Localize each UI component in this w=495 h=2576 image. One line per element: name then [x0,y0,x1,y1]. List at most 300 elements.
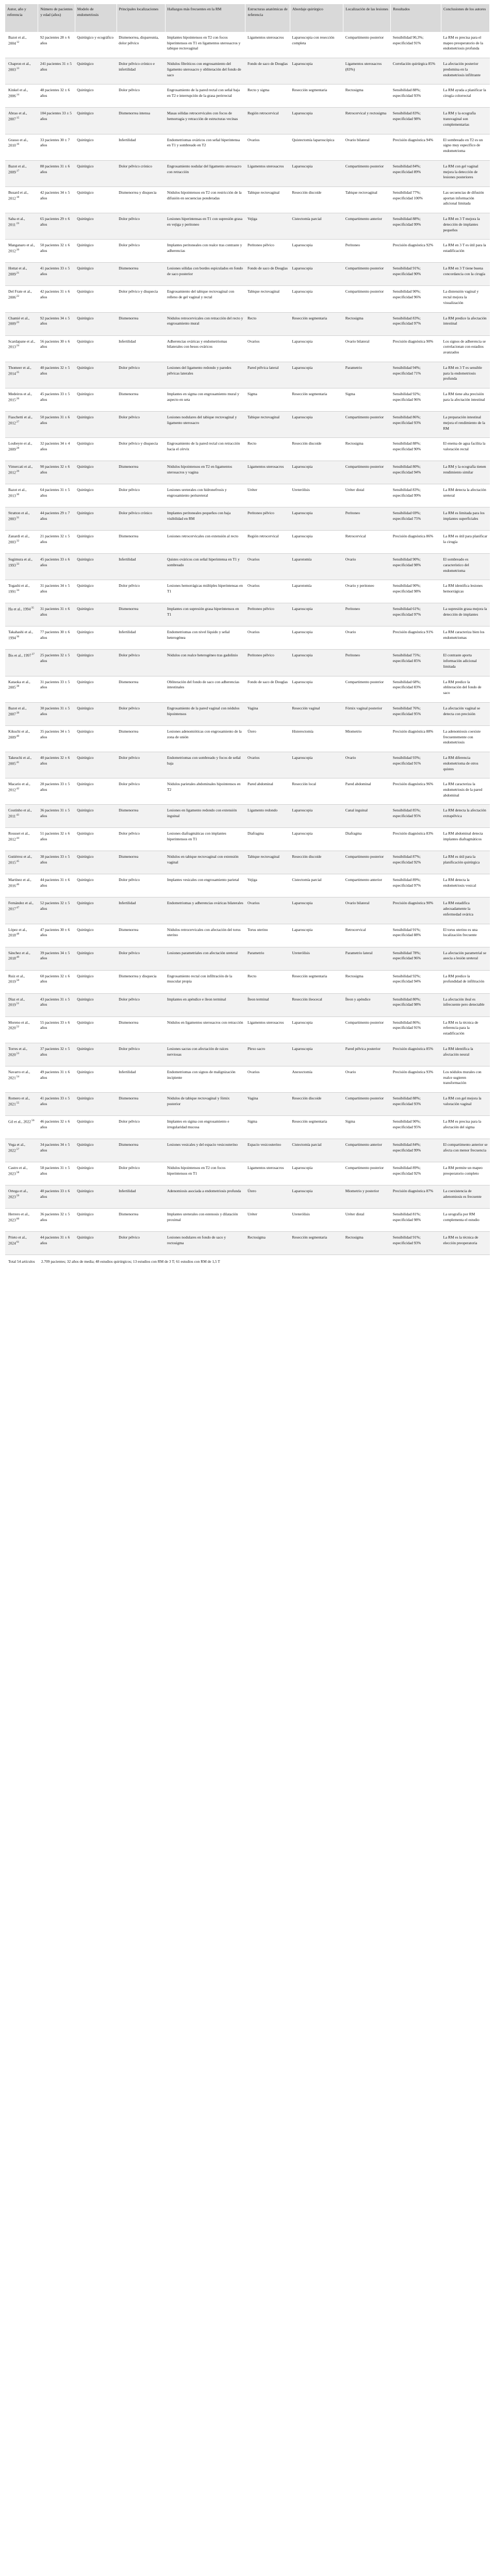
structure-cell: Sigma [245,388,290,412]
findings-cell: Lesiones nodulares en fondo de saco y rectosigma [165,1232,245,1255]
location-cell: Compartimento posterior [343,412,391,438]
model-cell: Quirúrgico [75,84,117,108]
approach-cell: Resección discoide [290,851,343,874]
presentation-cell: Dismenorrea [117,263,165,286]
study-cell [5,874,38,897]
study-author: Gutiérrez et al., 2015 [8,854,32,865]
conclusion-cell: La RM en 3 T es útil para la estadificación [441,240,489,263]
structure-cell: Diafragma [245,828,290,851]
reference-number[interactable]: 44 [16,837,20,840]
study-author: Busard et al., 2012 [8,190,28,201]
table-container [5,4,490,1268]
study-author: Coutinho et al., 2011 [8,808,32,819]
conclusion-cell: La RM detecta la afectación extrapélvica [441,805,489,828]
study-cell [5,412,38,438]
structure-cell: Ovarios [245,580,290,603]
structure-cell: Ovarios [245,897,290,924]
reference-number[interactable]: 56 [31,1119,35,1123]
approach-cell: Laparoscopia [290,507,343,531]
study-author: Vega et al., 2022 [8,1142,25,1153]
model-cell: Quirúrgico [75,160,117,187]
reference-number[interactable]: 42 [16,787,20,790]
patients-cell: 92 pacientes 34 ± 5 años [38,312,75,335]
structure-cell: Ligamentos uterosacros [245,1162,290,1185]
structure-cell: Región retrocervical [245,531,290,554]
findings-cell: Nódulos con realce heterogéneo tras gadolinio [165,650,245,676]
results-cell: Sensibilidad 75%; especificidad 85% [391,650,441,676]
conclusion-cell: La RM detecta la endometriosis vesical [441,874,489,897]
approach-cell: Histerectomía [290,725,343,752]
conclusion-cell: La RM abdominal detecta implantes diafragmáticos [441,828,489,851]
table-row [5,388,490,412]
location-cell: Rectosigma [343,1232,391,1255]
results-cell: Sensibilidad 78%; especificidad 96% [391,947,441,970]
findings-cell: Implantes peritoneales pequeños con baja visibilidad en RM [165,507,245,531]
study-author: Navarro et al., 2021 [8,1069,30,1080]
structure-cell: Ovarios [245,626,290,650]
model-cell: Quirúrgico [75,1232,117,1255]
findings-cell: Lesiones diafragmáticas con implantes hiperintensos en T1 [165,828,245,851]
presentation-cell: Infertilidad [117,554,165,580]
approach-cell: Anexectomía [290,1066,343,1092]
findings-cell: Endometriomas con nivel líquido y señal heterogénea [165,626,245,650]
patients-cell: 92 pacientes 28 ± 6 años [38,32,75,58]
conclusion-cell: La distensión vaginal y rectal mejora la visualización [441,286,489,312]
results-cell: Precisión diagnóstica 87% [391,1185,441,1209]
findings-cell: Lesiones nodulares del tabique rectovaginal y ligamento uterosacro [165,412,245,438]
conclusion-cell: La RM en 3 T es sensible para la endometriosis profunda [441,362,489,388]
study-author: Chamié et al., 2009 [8,315,30,326]
structure-cell: Recto [245,438,290,461]
conclusion-cell: La RM es precisa para el mapeo preoperatorio de la endometriosis profunda [441,32,489,58]
patients-cell: 88 pacientes 31 ± 6 años [38,160,75,187]
findings-cell: Lesiones parametriales con afectación ureteral [165,947,245,970]
reference-number[interactable]: 15 [16,116,20,120]
reference-number[interactable]: 49 [16,956,20,959]
presentation-cell: Dolor pélvico [117,828,165,851]
study-cell [5,1093,38,1116]
findings-cell: Nódulos en ligamentos uterosacros con retracción [165,1016,245,1043]
location-cell: Uréter distal [343,1209,391,1232]
study-author: Gil et al., 2022 [8,1119,31,1124]
column-header: Resultados [391,4,441,32]
conclusion-cell: La adenomiosis coexiste frecuentemente con endometriosis [441,725,489,752]
approach-cell: Laparoscopia [290,412,343,438]
reference-number[interactable]: 21 [16,272,20,275]
location-cell: Compartimento posterior [343,1016,391,1043]
approach-cell: Resección discoide [290,1093,343,1116]
location-cell: Ovario [343,752,391,778]
structure-cell: Íleon terminal [245,993,290,1016]
approach-cell: Laparoscopia [290,752,343,778]
conclusion-cell: La RM es precisa para la afectación del sigma [441,1116,489,1139]
reference-number[interactable]: 48 [16,933,20,936]
model-cell: Quirúrgico [75,108,117,134]
model-cell: Quirúrgico [75,335,117,362]
study-author: Fernández et al., 2017 [8,901,34,911]
conclusion-cell: La RM caracteriza la endometriosis de la pared abdominal [441,778,489,805]
results-cell: Precisión diagnóstica 91% [391,626,441,650]
model-cell: Quirúrgico [75,702,117,725]
reference-number[interactable]: 41 [16,760,20,764]
location-cell: Diafragma [343,828,391,851]
approach-cell: Laparoscopia [290,1162,343,1185]
reference-number[interactable]: 31 [16,516,20,519]
study-author: Kinkel et al., 2006 [8,88,28,98]
column-header: Estructuras anatómicas de referencia [245,4,290,32]
reference-number[interactable]: 18 [16,195,20,199]
approach-cell: Laparoscopia [290,1016,343,1043]
presentation-cell: Dolor pélvico [117,702,165,725]
approach-cell: Resección segmentaria [290,388,343,412]
conclusion-cell: La RM permite un mapeo preoperatorio completo [441,1162,489,1185]
study-cell [5,108,38,134]
patients-cell: 31 pacientes 33 ± 5 años [38,676,75,702]
approach-cell: Laparoscopia [290,160,343,187]
column-header: Número de pacientes y edad (años) [38,4,75,32]
reference-number[interactable]: 50 [16,979,20,982]
reference-number[interactable]: 57 [16,1147,20,1151]
conclusion-cell: La RM tiene alta precisión para la afectación intestinal [441,388,489,412]
reference-number[interactable]: 61 [16,1240,20,1244]
reference-number[interactable]: 19 [16,222,20,225]
reference-number[interactable]: 37 [31,653,35,656]
patients-cell: 60 pacientes 32 ± 6 años [38,970,75,993]
location-cell: Miometrio y posterior [343,1185,391,1209]
findings-cell: Engrosamiento rectal con infiltración de la muscular propia [165,970,245,993]
structure-cell: Parametrio [245,947,290,970]
approach-cell: Resección vaginal [290,702,343,725]
study-author: Hottat et al., 2009 [8,266,27,277]
table-row [5,778,490,805]
presentation-cell: Dismenorrea [117,312,165,335]
location-cell: Compartimento posterior [343,676,391,702]
study-cell [5,160,38,187]
results-cell: Sensibilidad 89%; especificidad 97% [391,874,441,897]
reference-number[interactable]: 34 [16,589,20,592]
approach-cell: Laparotomía [290,554,343,580]
model-cell: Quirúrgico [75,650,117,676]
location-cell: Íleon y apéndice [343,993,391,1016]
model-cell: Quirúrgico [75,134,117,160]
results-cell: Correlación quirúrgica 85% [391,58,441,84]
patients-cell: 64 pacientes 31 ± 5 años [38,484,75,507]
studies-table [5,4,490,1268]
location-cell: Parametrio [343,362,391,388]
patients-cell: 44 pacientes 31 ± 6 años [38,1232,75,1255]
study-author: Sánchez et al., 2018 [8,950,30,961]
reference-number[interactable]: 51 [16,1002,20,1006]
study-cell [5,1043,38,1066]
model-cell: Quirúrgico [75,1116,117,1139]
study-cell [5,312,38,335]
table-row [5,554,490,580]
findings-cell: Implantes vesicales con engrosamiento parietal [165,874,245,897]
model-cell: Quirúrgico [75,626,117,650]
findings-cell: Implantes en sigma con engrosamiento mural y aspecto en seta [165,388,245,412]
presentation-cell: Dolor pélvico [117,1116,165,1139]
model-cell: Quirúrgico [75,752,117,778]
table-row [5,851,490,874]
structure-cell: Ligamentos uterosacros [245,32,290,58]
reference-number[interactable]: 54 [16,1075,20,1078]
column-header: Conclusiones de los autores [441,4,489,32]
column-header: Modelo de endometriosis [75,4,117,32]
conclusion-cell: Los nódulos murales con realce sugieren transformación [441,1066,489,1092]
approach-cell: Laparoscopia [290,626,343,650]
study-cell [5,554,38,580]
model-cell: Quirúrgico [75,993,117,1016]
presentation-cell: Dolor pélvico [117,580,165,603]
patients-cell: 42 pacientes 31 ± 6 años [38,286,75,312]
reference-number[interactable]: 32 [16,539,20,543]
study-author: Loubeyre et al., 2009 [8,441,32,452]
reference-number[interactable]: 45 [16,860,20,863]
patients-cell: 46 pacientes 32 ± 6 años [38,1116,75,1139]
study-cell [5,286,38,312]
study-cell [5,924,38,947]
patients-cell: 43 pacientes 31 ± 5 años [38,993,75,1016]
study-author: Fiaschetti et al., 2012 [8,415,32,426]
reference-number[interactable]: 13 [16,66,20,70]
study-cell [5,388,38,412]
findings-cell: Lesiones del ligamento redondo y paredes pélvicas laterales [165,362,245,388]
findings-cell: Nódulos en tabique rectovaginal con extensión vaginal [165,851,245,874]
findings-cell: Engrosamiento del tabique rectovaginal con relleno de gel vaginal y rectal [165,286,245,312]
structure-cell: Tabique rectovaginal [245,851,290,874]
reference-number[interactable]: 35 [31,606,34,610]
study-cell [5,187,38,213]
study-cell [5,993,38,1016]
results-cell: Sensibilidad 93%; especificidad 91% [391,752,441,778]
column-header: Abordaje quirúrgico [290,4,343,32]
conclusion-cell: La RM es limitada para los implantes superficiales [441,507,489,531]
results-cell: Sensibilidad 61%; especificidad 97% [391,603,441,626]
reference-number[interactable]: 60 [16,1217,20,1221]
presentation-cell: Dismenorrea [117,1139,165,1162]
study-cell [5,603,38,626]
reference-number[interactable]: 39 [16,711,20,715]
reference-number[interactable]: 40 [16,734,20,738]
table-row [5,286,490,312]
model-cell: Quirúrgico [75,240,117,263]
conclusion-cell: La afectación ileal es infrecuente pero detectable [441,993,489,1016]
table-row [5,1232,490,1255]
table-row [5,240,490,263]
location-cell: Compartimento posterior [343,32,391,58]
location-cell: Ovario bilateral [343,134,391,160]
reference-number[interactable]: 14 [16,93,20,97]
table-row [5,947,490,970]
reference-number[interactable]: 55 [16,1101,20,1105]
approach-cell: Resección segmentaria [290,84,343,108]
reference-number[interactable]: 23 [16,321,20,325]
study-cell [5,1139,38,1162]
reference-number[interactable]: 24 [16,344,20,348]
patients-cell: 35 pacientes 34 ± 5 años [38,725,75,752]
approach-cell: Quistectomía laparoscópica [290,134,343,160]
reference-number[interactable]: 26 [16,397,20,400]
reference-number[interactable]: 12 [16,40,20,44]
results-cell: Precisión diagnóstica 85% [391,1043,441,1066]
table-row [5,1066,490,1092]
model-cell: Quirúrgico [75,603,117,626]
presentation-cell: Infertilidad [117,134,165,160]
table-row [5,1162,490,1185]
location-cell: Sigma [343,1116,391,1139]
patients-cell: 44 pacientes 29 ± 7 años [38,507,75,531]
patients-cell: 104 pacientes 33 ± 5 años [38,108,75,134]
findings-cell: Nódulos fibróticos con engrosamiento del ligamento uterosacro y obliteración del fondo de saco [165,58,245,84]
conclusion-cell: La RM es la técnica de referencia para la estadificación [441,1016,489,1043]
conclusion-cell: El torus uterino es una localización frecuente [441,924,489,947]
presentation-cell: Dismenorrea [117,1093,165,1116]
results-cell: Sensibilidad 80%; especificidad 98% [391,993,441,1016]
study-cell [5,240,38,263]
results-cell: Precisión diagnóstica 88% [391,725,441,752]
study-author: Ortega et al., 2023 [8,1189,28,1199]
findings-cell: Nódulos de tabique rectovaginal y fórnix posterior [165,1093,245,1116]
reference-number[interactable]: 17 [16,169,20,173]
table-row [5,362,490,388]
reference-number[interactable]: 59 [16,1194,20,1197]
approach-cell: Laparoscopia [290,676,343,702]
location-cell: Compartimento posterior [343,851,391,874]
presentation-cell: Dolor pélvico crónico [117,507,165,531]
findings-cell: Engrosamiento nodular del ligamento uterosacro con retracción [165,160,245,187]
findings-cell: Implantes peritoneales con realce tras contraste y adherencias [165,240,245,263]
reference-number[interactable]: 20 [16,248,20,252]
patients-cell: 49 pacientes 31 ± 6 años [38,1066,75,1092]
presentation-cell: Dismenorrea y disquecia [117,970,165,993]
location-cell: Peritoneo [343,603,391,626]
study-cell [5,1162,38,1185]
reference-number[interactable]: 29 [16,469,20,473]
reference-number[interactable]: 22 [16,295,20,298]
approach-cell: Laparoscopia [290,108,343,134]
reference-number[interactable]: 47 [16,906,20,910]
reference-number[interactable]: 30 [16,493,20,496]
model-cell: Quirúrgico [75,388,117,412]
reference-number[interactable]: 33 [16,562,20,566]
location-cell: Compartimento anterior [343,1139,391,1162]
study-cell [5,650,38,676]
findings-cell: Lesiones vesicales y del espacio vesicouterino [165,1139,245,1162]
results-cell: Precisión diagnóstica 96% [391,778,441,805]
study-cell [5,461,38,484]
study-author: Kikuchi et al., 2009 [8,728,30,740]
approach-cell: Ureterólisis [290,1209,343,1232]
conclusion-cell: La RM predice la profundidad de infiltración [441,970,489,993]
patients-cell: 45 pacientes 33 ± 5 años [38,388,75,412]
approach-cell: Resección segmentaria [290,970,343,993]
study-author: Zanardi et al., 2003 [8,534,30,545]
column-header: Principales localizaciones [117,4,165,32]
patients-cell: 34 pacientes 34 ± 5 años [38,1139,75,1162]
model-cell: Quirúrgico [75,286,117,312]
location-cell: Sigma [343,388,391,412]
study-cell [5,84,38,108]
location-cell: Rectosigma [343,312,391,335]
results-cell: Sensibilidad 80%; especificidad 94% [391,461,441,484]
reference-number[interactable]: 46 [16,883,20,887]
total-row [5,1255,490,1268]
results-cell: Sensibilidad 91%; especificidad 90% [391,263,441,286]
model-cell: Quirúrgico [75,362,117,388]
structure-cell: Fondo de saco de Douglas [245,676,290,702]
patients-cell: 38 pacientes 33 ± 5 años [38,851,75,874]
structure-cell: Tabique rectovaginal [245,412,290,438]
study-cell [5,897,38,924]
total-label: Total 54 artículos [5,1255,38,1268]
structure-cell: Uréter [245,1209,290,1232]
reference-number[interactable]: 52 [16,1025,20,1029]
location-cell: Canal inguinal [343,805,391,828]
results-cell: Sensibilidad 83%; especificidad 97% [391,312,441,335]
reference-number[interactable]: 58 [16,1171,20,1174]
structure-cell: Ligamentos uterosacros [245,461,290,484]
findings-cell: Lesiones hemorrágicas múltiples hiperintensas en T1 [165,580,245,603]
study-author: Prieto et al., 2024 [8,1235,27,1246]
model-cell: Quirúrgico [75,1139,117,1162]
presentation-cell: Dismenorrea [117,1016,165,1043]
column-header: Hallazgos más frecuentes en la RM [165,4,245,32]
table-row [5,108,490,134]
table-row [5,805,490,828]
patients-cell: 30 pacientes 31 ± 5 años [38,702,75,725]
structure-cell: Ligamentos uterosacros [245,160,290,187]
reference-number[interactable]: 38 [16,685,20,688]
patients-cell: 31 pacientes 34 ± 5 años [38,580,75,603]
reference-number[interactable]: 16 [16,143,20,146]
model-cell: Quirúrgico [75,805,117,828]
results-cell: Precisión diagnóstica 90% [391,335,441,362]
structure-cell: Uréter [245,484,290,507]
reference-number[interactable]: 28 [16,446,20,450]
study-cell [5,626,38,650]
location-cell: Compartimento posterior [343,461,391,484]
reference-number[interactable]: 36 [16,635,20,639]
location-cell: Ovario y peritoneo [343,580,391,603]
conclusion-cell: La afectación vaginal se detecta con precisión [441,702,489,725]
presentation-cell: Dolor pélvico y disquecia [117,438,165,461]
conclusion-cell: La RM ayuda a planificar la cirugía colorrectal [441,84,489,108]
presentation-cell: Dolor pélvico [117,213,165,240]
study-author: Togashi et al., 1991 [8,583,30,594]
reference-number[interactable]: 43 [16,814,20,817]
model-cell: Quirúrgico [75,1066,117,1092]
structure-cell: Pared pélvica lateral [245,362,290,388]
reference-number[interactable]: 27 [16,420,20,423]
patients-cell: 41 pacientes 33 ± 5 años [38,263,75,286]
location-cell: Tabique rectovaginal [343,187,391,213]
model-cell: Quirúrgico [75,263,117,286]
findings-cell: Lesiones en ligamento redondo con extensión inguinal [165,805,245,828]
presentation-cell: Dolor pélvico crónico e infertilidad [117,58,165,84]
structure-cell: Ligamento redondo [245,805,290,828]
results-cell: Sensibilidad 92%; especificidad 96% [391,388,441,412]
reference-number[interactable]: 53 [16,1052,20,1055]
conclusion-cell: La coexistencia de adenomiosis es frecuente [441,1185,489,1209]
results-cell: Sensibilidad 86%; especificidad 93% [391,412,441,438]
reference-number[interactable]: 25 [16,370,20,374]
location-cell: Ovario [343,554,391,580]
location-cell: Rectosigma [343,84,391,108]
presentation-cell: Dismenorrea [117,924,165,947]
approach-cell: Resección ileocecal [290,993,343,1016]
patients-cell: 47 pacientes 30 ± 6 años [38,924,75,947]
model-cell: Quirúrgico [75,778,117,805]
